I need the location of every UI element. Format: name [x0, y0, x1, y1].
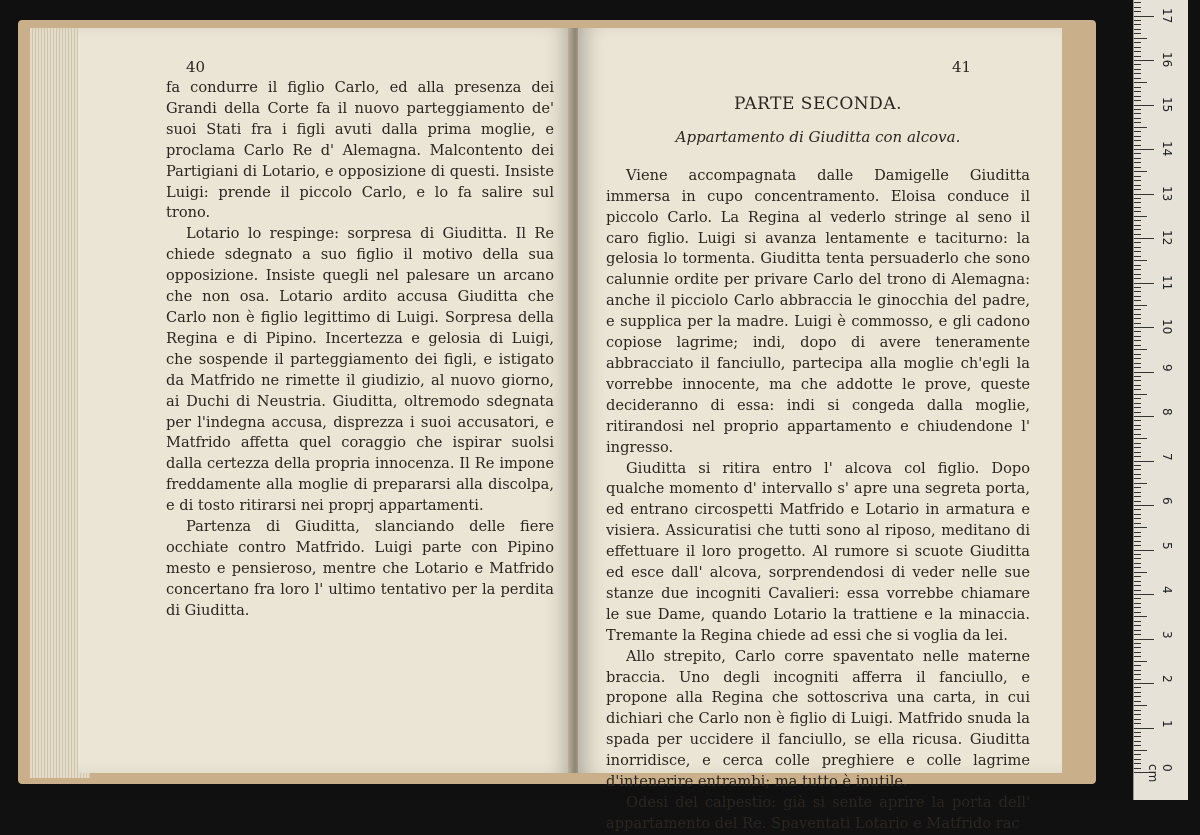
ruler-tick	[1134, 118, 1141, 119]
ruler-tick	[1134, 274, 1141, 275]
ruler-tick	[1134, 265, 1141, 266]
measuring-ruler	[1133, 0, 1188, 800]
ruler-tick	[1134, 403, 1141, 404]
ruler-tick	[1134, 180, 1141, 181]
ruler-tick	[1134, 145, 1141, 146]
left-paragraph-1: fa condurre il figlio Carlo, ed alla presenza dei Grandi della Corte fa il nuovo parteggiamento de' suoi Stati fra i figli avuti dalla prima moglie, e proclama Carlo Re d' Alemagna. Malcontento dei Partigiani di Lotario, e opposizione di questi. Insiste Luigi: prende il piccolo Carlo, e lo fa salire sul trono.	[166, 79, 554, 222]
ruler-tick	[1134, 407, 1141, 408]
ruler-tick	[1134, 291, 1141, 292]
right-page-number: 41	[952, 58, 972, 76]
ruler-label: 14	[1160, 141, 1174, 157]
ruler-tick	[1134, 327, 1154, 328]
left-paragraph-2: Lotario lo respinge: sorpresa di Giuditta. Il Re chiede sdegnato a suo figlio il motivo della sua opposizione. Insiste quegli nel palesare un arcano che non osa. Lotario ardito accusa Giuditta che Carlo non è figlio legittimo di Luigi. Sorpresa della Regina e di Pipino. Incertezza e gelosia di Luigi, che sospende il parteggiamento dei figli, e istigato da Matfrido ne rimette il giudizio, al nuovo giorno, ai Duchi di Neustria. Giuditta, oltremodo sdegnata per l'indegna accusa, disprezza i suoi accusatori, e Matfrido affetta quel coraggio che ispirar suolsi dalla certezza della propria innocenza. Il Re impone freddamente alla moglie di prepararsi alla discolpa, e di tosto ritirarsi nei proprj appartamenti.	[166, 225, 554, 515]
ruler-tick	[1134, 625, 1141, 626]
ruler-tick	[1134, 412, 1141, 413]
ruler-tick	[1134, 434, 1141, 435]
ruler-tick	[1134, 745, 1141, 746]
ruler-tick	[1134, 220, 1141, 221]
ruler-tick	[1134, 714, 1141, 715]
ruler-tick	[1134, 7, 1141, 8]
ruler-tick	[1134, 225, 1141, 226]
ruler-label: 6	[1160, 497, 1174, 505]
ruler-tick	[1134, 162, 1141, 163]
ruler-label: 3	[1160, 630, 1174, 639]
ruler-tick	[1134, 287, 1141, 288]
ruler-label: 12	[1160, 230, 1174, 246]
ruler-tick	[1134, 82, 1147, 83]
ruler-tick	[1134, 385, 1141, 386]
ruler-tick	[1134, 719, 1141, 720]
ruler-tick	[1134, 149, 1154, 150]
ruler-tick	[1134, 554, 1141, 555]
ruler-tick	[1134, 581, 1141, 582]
ruler-tick	[1134, 518, 1141, 519]
ruler-tick	[1134, 234, 1141, 235]
ruler-tick	[1134, 376, 1141, 377]
ruler-tick	[1134, 256, 1141, 257]
ruler-tick	[1134, 674, 1141, 675]
ruler-tick	[1134, 670, 1141, 671]
ruler-tick	[1134, 487, 1141, 488]
ruler-tick	[1134, 185, 1141, 186]
left-page	[78, 28, 572, 773]
right-paragraph-2: Giuditta si ritira entro l' alcova col figlio. Dopo qualche momento d' intervallo s' apre una segreta porta, ed entrano circospetti Matfrido e Lotario in armatura e visiera. Assicuratisi che tutti sono al riposo, meditano di effettuare il loro progetto. Al rumore si scuote Giuditta ed esce dall' alcova, sorprendendosi di veder nelle sue stanze due incogniti Cavalieri: essa vorrebbe chiamare le sue Dame, quando Lotario la trattiene e la minaccia. Tremante la Regina chiede ad essi che si voglia da lei.	[606, 459, 1030, 644]
ruler-tick	[1134, 122, 1141, 123]
ruler-tick	[1134, 29, 1141, 30]
ruler-tick	[1134, 563, 1141, 564]
ruler-tick	[1134, 550, 1154, 551]
ruler-tick	[1134, 153, 1141, 154]
ruler-tick	[1134, 314, 1141, 315]
ruler-label: 17	[1160, 7, 1174, 23]
ruler-tick	[1134, 100, 1141, 101]
ruler-tick	[1134, 701, 1141, 702]
ruler-tick	[1134, 590, 1141, 591]
ruler-tick	[1134, 478, 1141, 479]
ruler-tick	[1134, 692, 1141, 693]
ruler-tick	[1134, 91, 1141, 92]
ruler-tick	[1134, 736, 1141, 737]
ruler-tick	[1134, 202, 1141, 203]
ruler-tick	[1134, 11, 1141, 12]
ruler-label: 16	[1160, 52, 1174, 68]
ruler-tick	[1134, 465, 1141, 466]
ruler-tick	[1134, 630, 1141, 631]
ruler-tick	[1134, 616, 1147, 617]
ruler-tick	[1134, 283, 1154, 284]
ruler-tick	[1134, 447, 1141, 448]
ruler-tick	[1134, 269, 1141, 270]
ruler-tick	[1134, 572, 1147, 573]
ruler-label: 13	[1160, 185, 1174, 201]
ruler-tick	[1134, 247, 1141, 248]
right-paragraph-1: Viene accompagnata dalle Damigelle Giuditta immersa in cupo concentramento. Eloisa conduce il piccolo Carlo. La Regina al vederlo stringe al seno il caro figlio. Luigi si avanza lentamente e taciturno: la gelosia lo tormenta. Giuditta tenta persuaderlo che sono calunnie ordite per privare Carlo del trono di Alemagna: anche il picciolo Carlo abbraccia le ginocchia del padre, e supplica per la madre. Luigi è commosso, e gli cadono copiose lagrime; indi, dopo di avere teneramente abbracciato il fanciullo, partecipa alla moglie ch'egli la vorrebbe innocente, ma che addotte le prove, queste decideranno di essa: indi si congeda dalla moglie, ritirandosi nel proprio appartamento e chiudendone l' ingresso.	[606, 166, 1030, 456]
ruler-label: 7	[1160, 452, 1174, 461]
ruler-tick	[1134, 532, 1141, 533]
ruler-tick	[1134, 621, 1141, 622]
ruler-tick	[1134, 158, 1141, 159]
ruler-tick	[1134, 38, 1147, 39]
ruler-tick	[1134, 496, 1141, 497]
ruler-tick	[1134, 207, 1141, 208]
ruler-tick	[1134, 394, 1147, 395]
ruler-tick	[1134, 260, 1147, 261]
ruler-tick	[1134, 536, 1141, 537]
ruler-tick	[1134, 483, 1147, 484]
ruler-label: 2	[1160, 675, 1174, 683]
ruler-tick	[1134, 696, 1141, 697]
ruler-tick	[1134, 211, 1141, 212]
ruler-tick	[1134, 598, 1141, 599]
ruler-tick	[1134, 474, 1141, 475]
ruler-tick	[1134, 732, 1141, 733]
ruler-tick	[1134, 229, 1141, 230]
ruler-tick	[1134, 438, 1147, 439]
ruler-tick	[1134, 469, 1141, 470]
ruler-tick	[1134, 305, 1147, 306]
ruler-tick	[1134, 492, 1141, 493]
ruler-tick	[1134, 309, 1141, 310]
ruler-tick	[1134, 661, 1147, 662]
ruler-tick	[1134, 336, 1141, 337]
ruler-label: 8	[1160, 408, 1174, 416]
ruler-tick	[1134, 527, 1147, 528]
ruler-label: 15	[1160, 96, 1174, 112]
ruler-tick	[1134, 380, 1141, 381]
ruler-tick	[1134, 652, 1141, 653]
ruler-tick	[1134, 420, 1141, 421]
ruler-tick	[1134, 323, 1141, 324]
ruler-tick	[1134, 679, 1141, 680]
ruler-tick	[1134, 523, 1141, 524]
ruler-tick	[1134, 171, 1147, 172]
ruler-tick	[1134, 389, 1141, 390]
ruler-tick	[1134, 443, 1141, 444]
ruler-tick	[1134, 603, 1141, 604]
ruler-tick	[1134, 251, 1141, 252]
ruler-tick	[1134, 16, 1154, 17]
ruler-tick	[1134, 278, 1141, 279]
ruler-tick	[1134, 296, 1141, 297]
ruler-tick	[1134, 340, 1141, 341]
ruler-tick	[1134, 2, 1141, 3]
ruler-tick	[1134, 216, 1147, 217]
ruler-tick	[1134, 452, 1141, 453]
ruler-tick	[1134, 741, 1141, 742]
ruler-tick	[1134, 242, 1141, 243]
left-paragraph-3: Partenza di Giuditta, slanciando delle fiere occhiate contro Matfrido. Luigi parte con Pipino mesto e pensieroso, mentre che Lotario e Matfrido concertano fra loro l' ultimo tentativo per la perdita di Giuditta.	[166, 518, 554, 619]
ruler-tick	[1134, 96, 1141, 97]
ruler-tick	[1134, 78, 1141, 79]
ruler-tick	[1134, 754, 1141, 755]
ruler-tick	[1134, 20, 1141, 21]
ruler-tick	[1134, 176, 1141, 177]
ruler-tick	[1134, 33, 1141, 34]
ruler-tick	[1134, 576, 1141, 577]
ruler-tick	[1134, 354, 1141, 355]
ruler-tick	[1134, 763, 1141, 764]
ruler-tick	[1134, 189, 1141, 190]
ruler-tick	[1134, 656, 1141, 657]
ruler-tick	[1134, 416, 1154, 417]
ruler-tick	[1134, 665, 1141, 666]
ruler-tick	[1134, 545, 1141, 546]
ruler-tick	[1134, 683, 1154, 684]
ruler-tick	[1134, 723, 1141, 724]
ruler-tick	[1134, 687, 1141, 688]
ruler-tick	[1134, 56, 1141, 57]
ruler-tick	[1134, 585, 1141, 586]
ruler-tick	[1134, 541, 1141, 542]
ruler-tick	[1134, 425, 1141, 426]
ruler-tick	[1134, 331, 1141, 332]
ruler-tick	[1134, 64, 1141, 65]
left-page-text	[166, 78, 554, 622]
ruler-tick	[1134, 363, 1141, 364]
ruler-tick	[1134, 607, 1141, 608]
ruler-tick	[1134, 109, 1141, 110]
ruler-label: 0 cm	[1146, 764, 1174, 783]
ruler-tick	[1134, 198, 1141, 199]
left-page-number: 40	[186, 58, 206, 76]
ruler-tick	[1134, 367, 1141, 368]
ruler-tick	[1134, 127, 1147, 128]
ruler-tick	[1134, 194, 1154, 195]
ruler-tick	[1134, 105, 1154, 106]
ruler-tick	[1134, 501, 1141, 502]
ruler-tick	[1134, 372, 1154, 373]
ruler-tick	[1134, 759, 1141, 760]
ruler-label: 5	[1160, 541, 1174, 550]
ruler-tick	[1134, 131, 1141, 132]
right-page	[578, 28, 1062, 832]
ruler-tick	[1134, 768, 1141, 769]
ruler-tick	[1134, 24, 1141, 25]
ruler-tick	[1134, 136, 1141, 137]
ruler-tick	[1134, 505, 1154, 506]
ruler-tick	[1134, 345, 1141, 346]
ruler-tick	[1134, 514, 1141, 515]
scene-title: Appartamento di Giuditta con alcova.	[675, 127, 961, 146]
ruler-tick	[1134, 47, 1141, 48]
ruler-tick	[1134, 558, 1141, 559]
right-paragraph-3: Allo strepito, Carlo corre spaventato nelle materne braccia. Uno degli incogniti afferra il fanciullo, e propone alla Regina che sottoscriva una carta, in cui dichiari che Carlo non è figlio di Luigi. Matfrido snuda la spada per uccidere il fanciullo, se ella ricusa. Giuditta inorridisce, e cerca colle preghiere e colle lagrime d'intenerire entrambi; ma tutto è inutile.	[606, 647, 1030, 791]
ruler-tick	[1134, 509, 1141, 510]
ruler-tick	[1134, 51, 1141, 52]
ruler-tick	[1134, 113, 1141, 114]
ruler-tick	[1134, 349, 1147, 350]
ruler-tick	[1134, 705, 1147, 706]
ruler-tick	[1134, 612, 1141, 613]
ruler-tick	[1134, 167, 1141, 168]
part-title: PARTE SECONDA.	[734, 94, 902, 114]
ruler-tick	[1134, 398, 1141, 399]
ruler-tick	[1134, 69, 1141, 70]
ruler-tick	[1134, 429, 1141, 430]
ruler-tick	[1134, 140, 1141, 141]
ruler-label: 11	[1160, 274, 1174, 290]
ruler-tick	[1134, 567, 1141, 568]
ruler-tick	[1134, 318, 1141, 319]
ruler-tick	[1134, 639, 1154, 640]
ruler-label: 1	[1160, 719, 1174, 728]
ruler-tick	[1134, 710, 1141, 711]
ruler-tick	[1134, 461, 1154, 462]
ruler-tick	[1134, 238, 1154, 239]
ruler-tick	[1134, 60, 1154, 61]
ruler-tick	[1134, 594, 1154, 595]
ruler-tick	[1134, 87, 1141, 88]
ruler-tick	[1134, 750, 1147, 751]
ruler-tick	[1134, 643, 1141, 644]
right-page-text	[606, 86, 1030, 835]
ruler-tick	[1134, 300, 1141, 301]
ruler-tick	[1134, 73, 1141, 74]
ruler-tick	[1134, 456, 1141, 457]
right-paragraph-4: Odesi del calpestio: già si sente aprire la porta dell' appartamento del Re. Spaventati Lotario e Matfrido rac	[606, 794, 1030, 832]
ruler-tick	[1134, 634, 1141, 635]
ruler-label: 10	[1160, 319, 1174, 335]
ruler-tick	[1134, 42, 1141, 43]
ruler-tick	[1134, 647, 1141, 648]
ruler-label: 9	[1160, 363, 1174, 372]
ruler-tick	[1134, 358, 1141, 359]
ruler-label: 4	[1160, 586, 1174, 594]
ruler-tick	[1134, 728, 1154, 729]
